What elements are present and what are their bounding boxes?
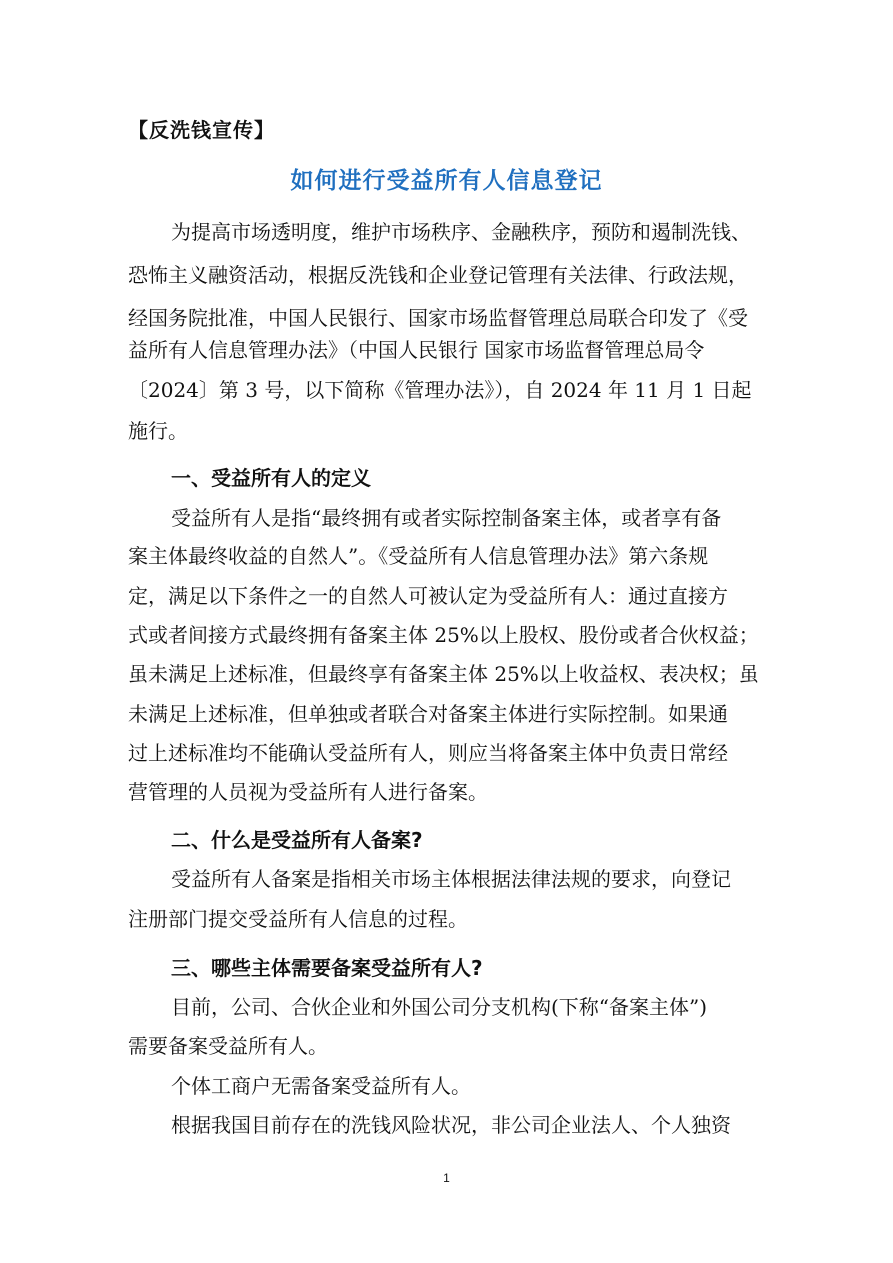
section-heading-which-entities: 三、哪些主体需要备案受益所有人? bbox=[171, 956, 483, 980]
document-title: 如何进行受益所有人信息登记 bbox=[290, 168, 603, 194]
section1-line: 过上述标准均不能确认受益所有人，则应当将备案主体中负责日常经 bbox=[128, 741, 728, 765]
section1-line: 受益所有人是指“最终拥有或者实际控制备案主体，或者享有备 bbox=[171, 506, 722, 530]
section3-line: 个体工商户无需备案受益所有人。 bbox=[171, 1074, 471, 1098]
section-heading-definition: 一、受益所有人的定义 bbox=[171, 466, 371, 490]
section1-line: 营管理的人员视为受益所有人进行备案。 bbox=[128, 780, 488, 804]
section1-line: 未满足上述标准，但单独或者联合对备案主体进行实际控制。如果通 bbox=[128, 702, 728, 726]
page-number: 1 bbox=[443, 1171, 450, 1185]
section1-line: 式或者间接方式最终拥有备案主体 25%以上股权、股份或者合伙权益； bbox=[128, 623, 759, 647]
section2-line: 受益所有人备案是指相关市场主体根据法律法规的要求，向登记 bbox=[171, 867, 731, 891]
section1-line: 案主体最终收益的自然人”。《受益所有人信息管理办法》第六条规 bbox=[128, 544, 709, 568]
intro-line: 为提高市场透明度，维护市场秩序、金融秩序，预防和遏制洗钱、 bbox=[171, 220, 751, 244]
intro-line: 恐怖主义融资活动，根据反洗钱和企业登记管理有关法律、行政法规， bbox=[128, 263, 748, 287]
intro-line: 施行。 bbox=[128, 419, 188, 443]
intro-line: 〔2024〕第 3 号，以下简称《管理办法》），自 2024 年 11 月 1 日起 bbox=[128, 378, 752, 402]
section1-line: 定，满足以下条件之一的自然人可被认定为受益所有人：通过直接方 bbox=[128, 584, 728, 608]
section3-line: 需要备案受益所有人。 bbox=[128, 1034, 328, 1058]
section3-line: 根据我国目前存在的洗钱风险状况，非公司企业法人、个人独资 bbox=[171, 1113, 731, 1137]
section-heading-what-is-filing: 二、什么是受益所有人备案? bbox=[171, 828, 423, 852]
intro-line: 益所有人信息管理办法》（中国人民银行 国家市场监督管理总局令 bbox=[128, 338, 705, 362]
header-tag: 【反洗钱宣传】 bbox=[128, 118, 275, 142]
intro-line: 经国务院批准，中国人民银行、国家市场监督管理总局联合印发了《受 bbox=[128, 306, 748, 330]
section3-line: 目前，公司、合伙企业和外国公司分支机构(下称“备案主体”) bbox=[171, 995, 708, 1019]
section1-line: 虽未满足上述标准，但最终享有备案主体 25%以上收益权、表决权；虽 bbox=[128, 662, 759, 686]
section2-line: 注册部门提交受益所有人信息的过程。 bbox=[128, 907, 468, 931]
